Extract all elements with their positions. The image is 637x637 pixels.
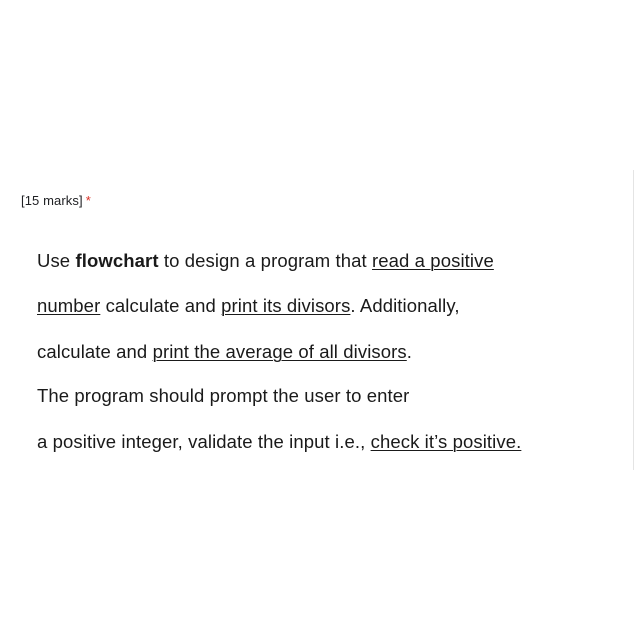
text-segment: calculate and	[100, 295, 222, 316]
question-line-3	[37, 338, 412, 366]
underlined-phrase: check it’s positive.	[370, 431, 522, 452]
question-line-5	[37, 428, 521, 456]
question-line-4	[37, 382, 409, 410]
required-asterisk: *	[85, 193, 91, 208]
text-segment: a positive integer, validate the input i.e.,	[37, 431, 371, 452]
bold-keyword: flowchart	[75, 250, 159, 271]
underlined-phrase: number	[37, 295, 101, 316]
marks-label-row	[21, 193, 91, 208]
card-right-border	[633, 170, 634, 470]
text-segment: . Additionally,	[350, 295, 460, 316]
question-line-1	[37, 247, 494, 275]
text-segment: The program should prompt the user to enter	[37, 385, 410, 406]
underlined-phrase: print the average of all divisors	[152, 341, 407, 362]
underlined-phrase: print its divisors	[221, 295, 351, 316]
text-segment: Use	[37, 250, 76, 271]
marks-label: [15 marks]	[21, 193, 83, 208]
text-segment: calculate and	[37, 341, 153, 362]
underlined-phrase: read a positive	[372, 250, 494, 271]
text-segment: .	[406, 341, 413, 362]
question-line-2	[37, 292, 460, 320]
text-segment: to design a program that	[158, 250, 373, 271]
